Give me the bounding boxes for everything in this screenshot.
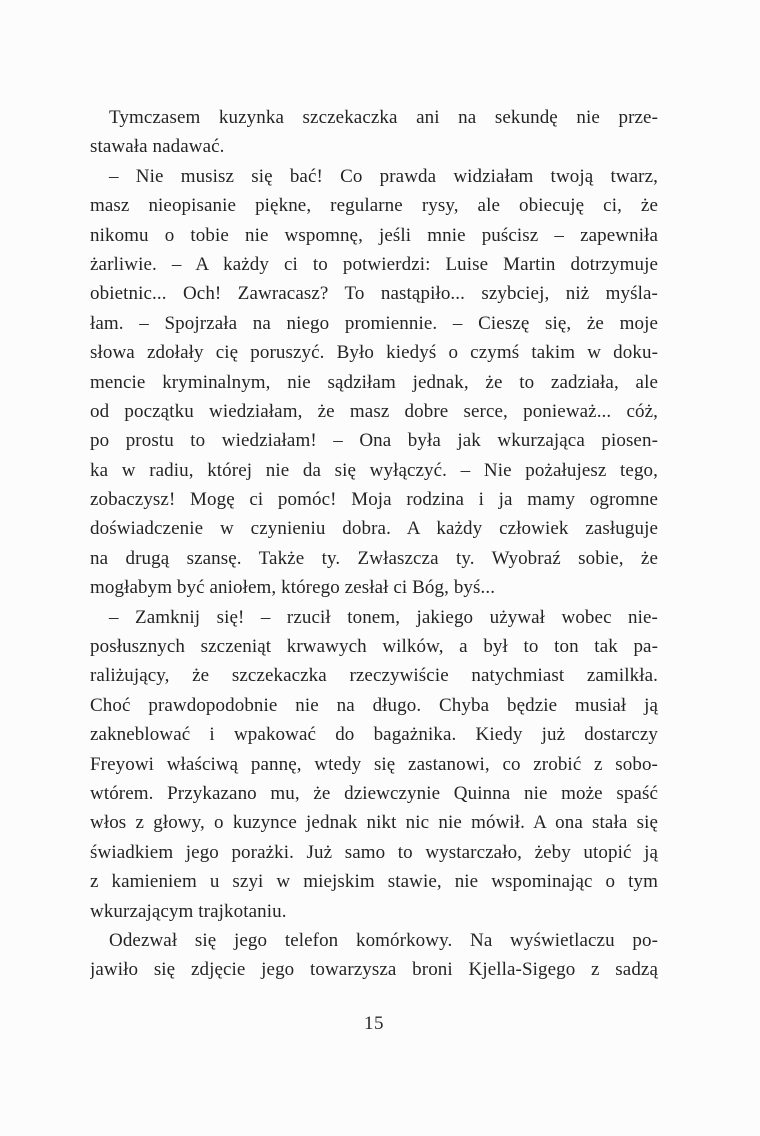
text-line: stawała nadawać. [90, 136, 225, 158]
paragraph [90, 603, 658, 926]
text-line: Choć prawdopodobnie nie na długo. Chyba będzie musiał ją [90, 694, 658, 716]
text-line: Freyowi właściwą pannę, wtedy się zastanowi, co zrobić z sobo- [90, 753, 658, 775]
paragraph [90, 926, 658, 985]
text-line: Odezwał się jego telefon komórkowy. Na wyświetlaczu po- [109, 929, 658, 951]
text-line: posłusznych szczeniąt krwawych wilków, a był to ton tak pa- [90, 636, 658, 658]
text-line: włos z głowy, o kuzynce jednak nikt nic nie mówił. A ona stała się [90, 812, 658, 834]
text-line: słowa zdołały cię poruszyć. Było kiedyś o czymś takim w doku- [90, 342, 658, 364]
text-line: z kamieniem u szyi w miejskim stawie, nie wspominając o tym [90, 871, 658, 893]
text-line: jawiło się zdjęcie jego towarzysza broni Kjella-Sigego z sadzą [90, 959, 658, 981]
text-line: mogłabym być aniołem, którego zesłał ci Bóg, byś... [90, 577, 496, 599]
paragraph [90, 103, 658, 162]
text-line: raliżujący, że szczekaczka rzeczywiście natychmiast zamilkła. [90, 665, 658, 687]
text-line: zakneblować i wpakować do bagażnika. Kiedy już dostarczy [90, 724, 658, 746]
text-line: łam. – Spojrzała na niego promiennie. – Cieszę się, że moje [90, 312, 658, 334]
text-line: po prostu to wiedziałam! – Ona była jak wkurzająca piosen- [90, 430, 658, 452]
text-line: od początku wiedziałam, że masz dobre serce, ponieważ... cóż, [90, 400, 658, 422]
text-line: nikomu o tobie nie wspomnę, jeśli mnie puścisz – zapewniła [90, 224, 658, 246]
text-line: – Zamknij się! – rzucił tonem, jakiego używał wobec nie- [109, 606, 658, 628]
paragraph [90, 162, 658, 603]
text-line: wtórem. Przykazano mu, że dziewczynie Quinna nie może spaść [90, 782, 658, 804]
text-line: na drugą szansę. Także ty. Zwłaszcza ty. Wyobraź sobie, że [90, 547, 658, 569]
text-line: zobaczysz! Mogę ci pomóc! Moja rodzina i ja mamy ogromne [90, 489, 658, 511]
text-block [90, 103, 658, 985]
text-line: – Nie musisz się bać! Co prawda widziałam twoją twarz, [109, 165, 658, 187]
text-line: wkurzającym trajkotaniu. [90, 900, 287, 922]
page-number: 15 [364, 1013, 384, 1034]
text-line: mencie kryminalnym, nie sądziłam jednak, że to zadziała, ale [90, 371, 658, 393]
text-line: doświadczenie w czynieniu dobra. A każdy człowiek zasługuje [90, 518, 658, 540]
text-line: obietnic... Och! Zawracasz? To nastąpiło... szybciej, niż myśla- [90, 283, 658, 305]
text-line: ka w radiu, której nie da się wyłączyć. – Nie pożałujesz tego, [90, 459, 658, 481]
text-line: masz nieopisanie piękne, regularne rysy, ale obiecuję ci, że [90, 195, 658, 217]
text-line: Tymczasem kuzynka szczekaczka ani na sekundę nie prze- [109, 107, 658, 128]
text-line: świadkiem jego porażki. Już samo to wystarczało, żeby utopić ją [90, 841, 658, 863]
text-line: żarliwie. – A każdy ci to potwierdzi: Luise Martin dotrzymuje [90, 253, 658, 275]
